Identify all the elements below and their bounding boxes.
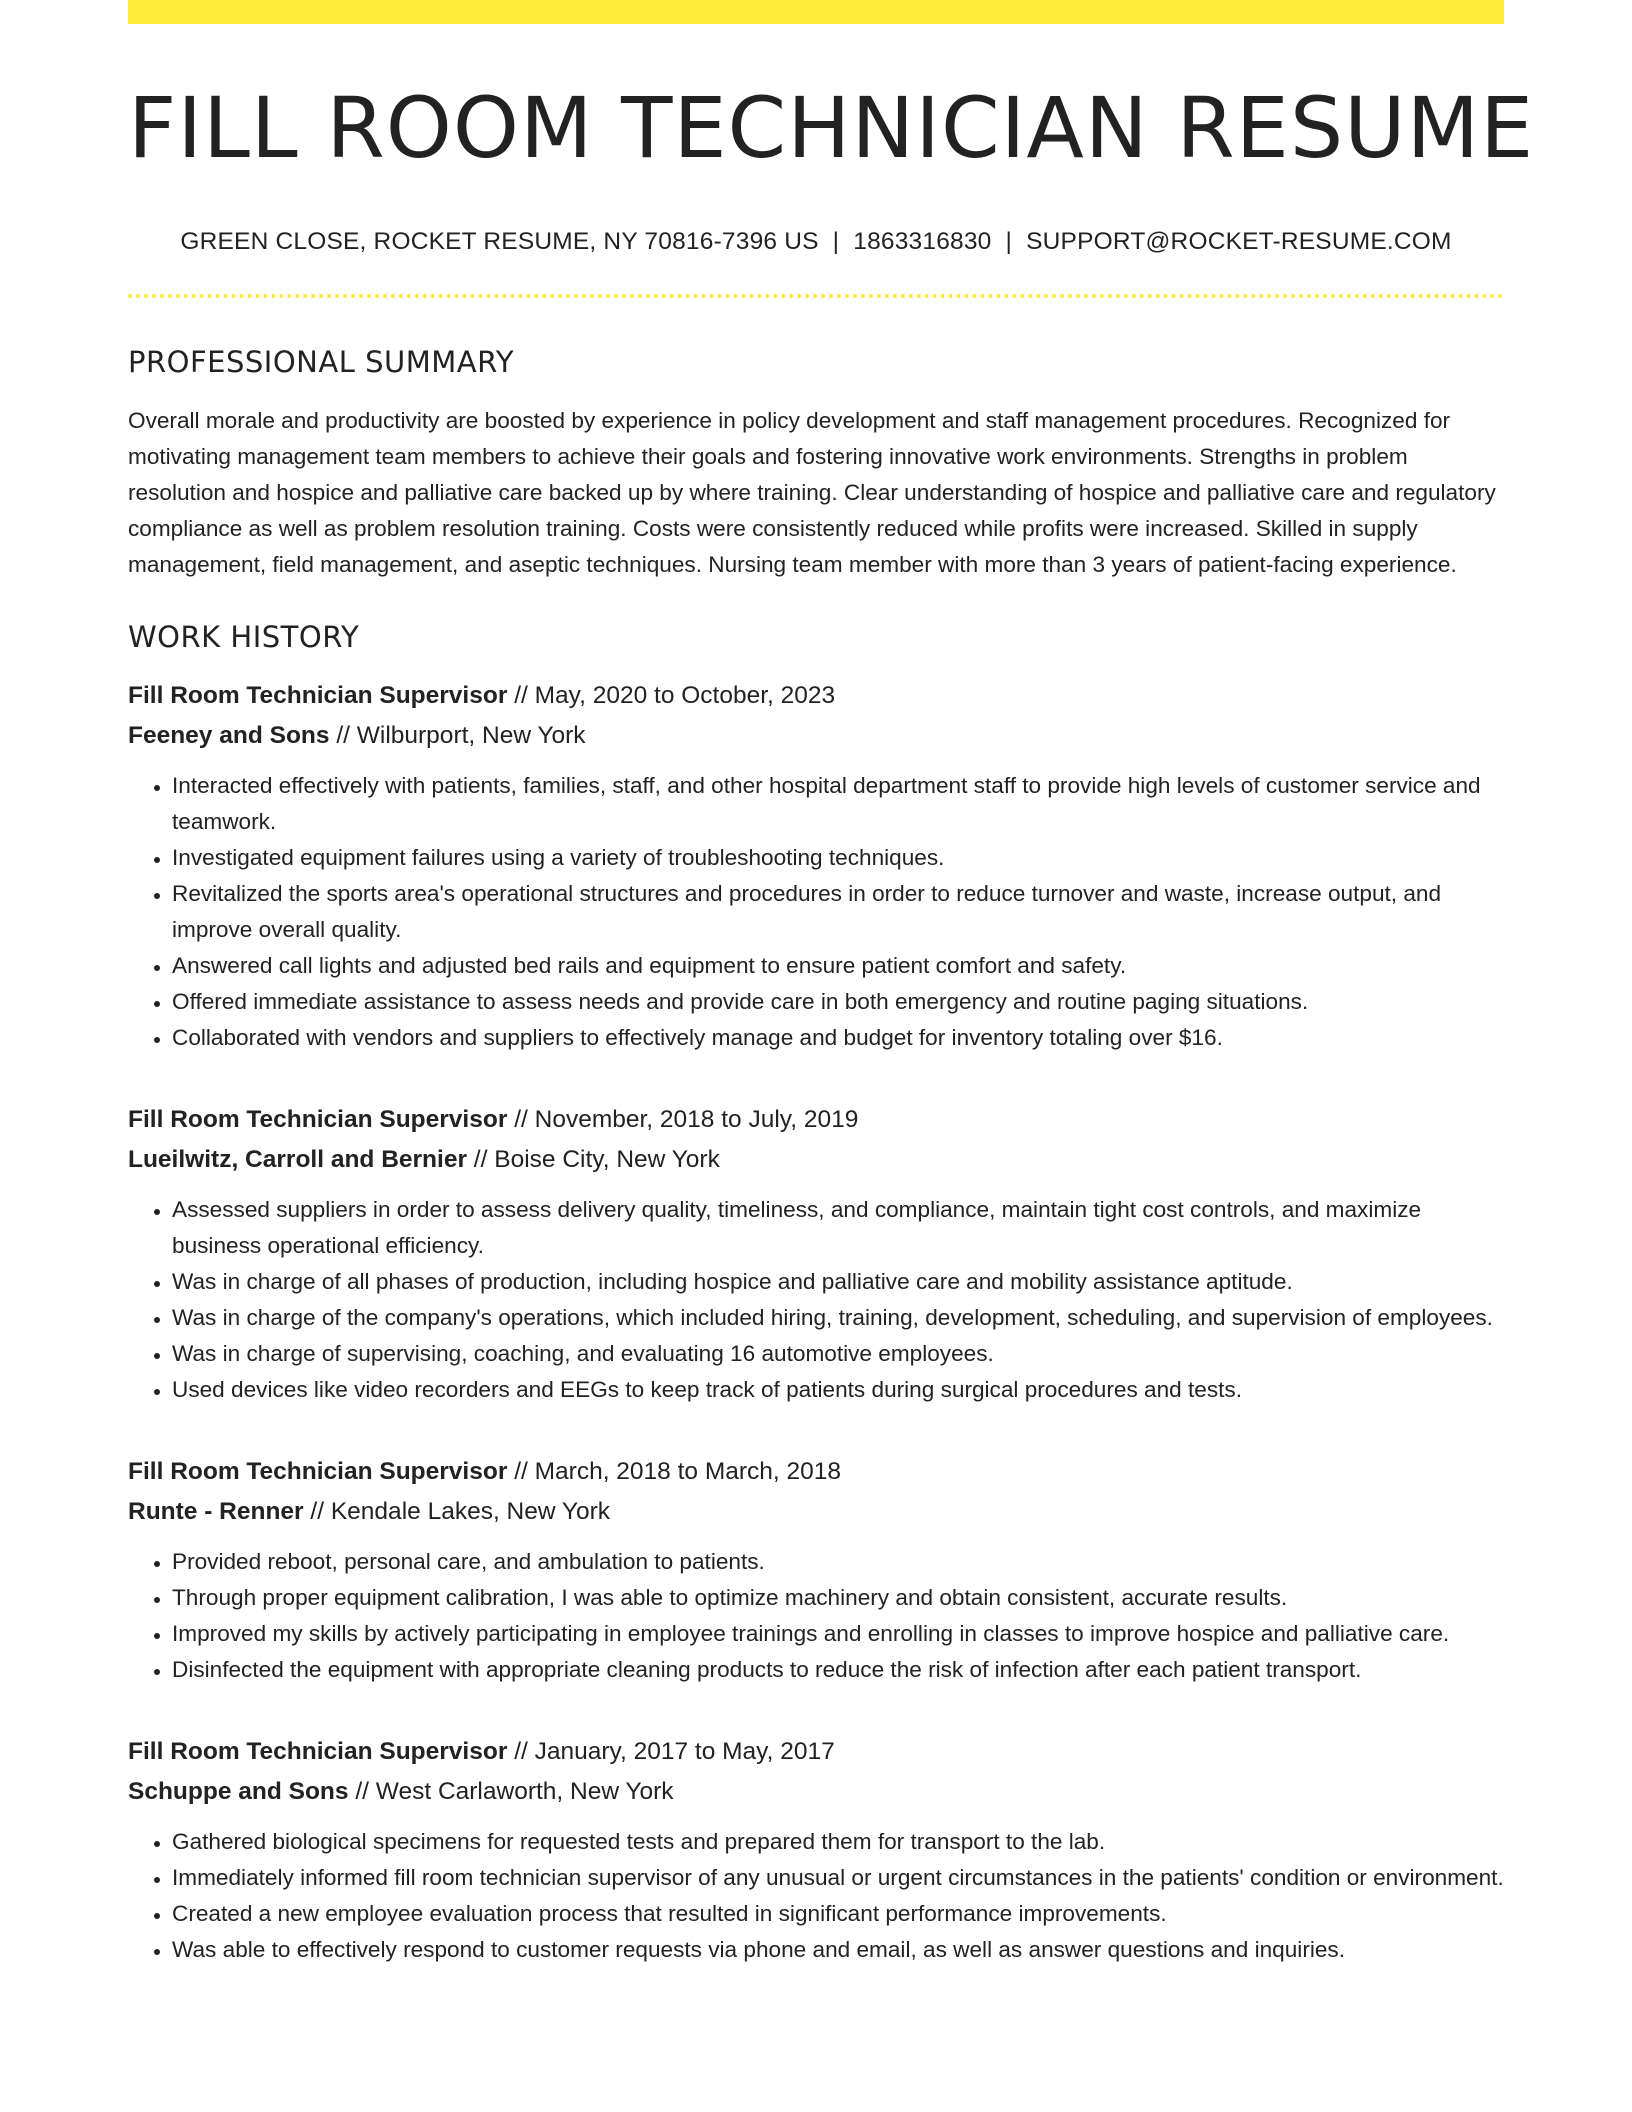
job-separator: //: [514, 1106, 528, 1133]
job-separator: //: [473, 1146, 488, 1173]
job-bullet: • Interacted effectively with patients, families, staff, and other hospital department staff to provide high levels of customer service and teamwork.: [172, 768, 1504, 840]
job-separator: //: [514, 682, 528, 709]
job-title: Fill Room Technician Supervisor: [128, 1738, 508, 1765]
job-entry: [128, 1452, 1504, 1688]
job-company: Schuppe and Sons: [128, 1778, 349, 1805]
contact-separator: |: [1005, 228, 1013, 255]
job-separator: //: [310, 1498, 325, 1525]
job-dates: March, 2018 to March, 2018: [534, 1458, 842, 1485]
job-company: Runte - Renner: [128, 1498, 304, 1525]
job-title-line: [128, 676, 1504, 716]
resume-title: FILL ROOM TECHNICIAN RESUME: [128, 79, 1535, 177]
job-location: Boise City, New York: [494, 1146, 720, 1173]
accent-top-bar: [128, 0, 1504, 24]
job-bullets: [128, 1544, 1504, 1688]
contact-phone: 1863316830: [853, 228, 992, 255]
job-title-line: [128, 1732, 1504, 1772]
job-entry: [128, 1100, 1504, 1408]
job-separator: //: [336, 722, 350, 749]
job-bullet: • Collaborated with vendors and suppliers to effectively manage and budget for inventory totaling over $16.: [172, 1020, 1504, 1056]
job-bullet: • Revitalized the sports area's operational structures and procedures in order to reduce turnover and waste, increase output, and improve overall quality.: [172, 876, 1504, 948]
job-bullet: • Assessed suppliers in order to assess delivery quality, timeliness, and compliance, maintain tight cost controls, and maximize business operational efficiency.: [172, 1192, 1504, 1264]
work-history-heading: WORK HISTORY: [128, 620, 360, 654]
job-location: Wilburport, New York: [356, 722, 586, 749]
job-bullets: [128, 768, 1504, 1056]
job-company: Feeney and Sons: [128, 722, 330, 749]
job-separator: //: [514, 1738, 528, 1765]
job-bullets: [128, 1192, 1504, 1408]
job-bullets: [128, 1824, 1504, 1968]
job-separator: //: [514, 1458, 528, 1485]
job-dates: January, 2017 to May, 2017: [534, 1738, 835, 1765]
job-company: Lueilwitz, Carroll and Bernier: [128, 1146, 467, 1173]
resume-page: [128, 0, 1535, 1968]
job-company-line: [128, 1772, 1504, 1812]
contact-address: GREEN CLOSE, ROCKET RESUME, NY 70816-7396 US: [180, 228, 819, 255]
contact-separator: |: [832, 228, 840, 255]
contact-line: [128, 228, 1504, 256]
job-location: Kendale Lakes, New York: [330, 1498, 611, 1525]
job-title: Fill Room Technician Supervisor: [128, 1106, 508, 1133]
dotted-divider: [128, 294, 1504, 298]
job-location: West Carlaworth, New York: [375, 1778, 674, 1805]
job-title-line: [128, 1452, 1504, 1492]
job-bullet: • Disinfected the equipment with appropriate cleaning products to reduce the risk of infection after each patient transport.: [172, 1652, 1504, 1688]
job-company-line: [128, 1492, 1504, 1532]
job-entry: [128, 676, 1504, 1056]
job-bullet: • Used devices like video recorders and EEGs to keep track of patients during surgical procedures and tests.: [172, 1372, 1504, 1408]
job-bullet: • Investigated equipment failures using a variety of troubleshooting techniques.: [172, 840, 1504, 876]
job-bullet: • Was in charge of the company's operations, which included hiring, training, development, scheduling, and supervision of employees.: [172, 1300, 1504, 1336]
job-bullet: • Immediately informed fill room technician supervisor of any unusual or urgent circumstances in the patients' condition or environment.: [172, 1860, 1504, 1896]
job-company-line: [128, 716, 1504, 756]
job-list: [128, 676, 1504, 1968]
job-separator: //: [355, 1778, 369, 1805]
job-company-line: [128, 1140, 1504, 1180]
summary-text: Overall morale and productivity are boosted by experience in policy development and staff management procedures. Recognized for motivating management team members to achieve their goals and fostering innovative work environments. Strengths in problem resolution and hospice and palliative care backed up by where training. Clear understanding of hospice and palliative care and regulatory compliance as well as problem resolution training. Costs were consistently reduced while profits were increased. Skilled in supply management, field management, and aseptic techniques. Nursing team member with more than 3 years of patient-facing experience.: [128, 408, 1496, 577]
job-title: Fill Room Technician Supervisor: [128, 682, 508, 709]
job-bullet: • Was in charge of supervising, coaching, and evaluating 16 automotive employees.: [172, 1336, 1504, 1372]
job-bullet: • Provided reboot, personal care, and ambulation to patients.: [172, 1544, 1504, 1580]
job-dates: May, 2020 to October, 2023: [534, 682, 836, 709]
job-entry: [128, 1732, 1504, 1968]
job-bullet: • Improved my skills by actively participating in employee trainings and enrolling in classes to improve hospice and palliative care.: [172, 1616, 1504, 1652]
contact-email[interactable]: SUPPORT@ROCKET-RESUME.COM: [1026, 228, 1452, 255]
job-bullet: • Through proper equipment calibration, I was able to optimize machinery and obtain consistent, accurate results.: [172, 1580, 1504, 1616]
job-bullet: • Was in charge of all phases of production, including hospice and palliative care and mobility assistance aptitude.: [172, 1264, 1504, 1300]
job-dates: November, 2018 to July, 2019: [534, 1106, 859, 1133]
job-bullet: • Was able to effectively respond to customer requests via phone and email, as well as answer questions and inquiries.: [172, 1932, 1504, 1968]
summary-heading: PROFESSIONAL SUMMARY: [128, 345, 515, 379]
job-bullet: • Offered immediate assistance to assess needs and provide care in both emergency and routine paging situations.: [172, 984, 1504, 1020]
job-title-line: [128, 1100, 1504, 1140]
job-title: Fill Room Technician Supervisor: [128, 1458, 508, 1485]
job-bullet: • Gathered biological specimens for requested tests and prepared them for transport to the lab.: [172, 1824, 1504, 1860]
job-bullet: • Created a new employee evaluation process that resulted in significant performance improvements.: [172, 1896, 1504, 1932]
job-bullet: • Answered call lights and adjusted bed rails and equipment to ensure patient comfort and safety.: [172, 948, 1504, 984]
